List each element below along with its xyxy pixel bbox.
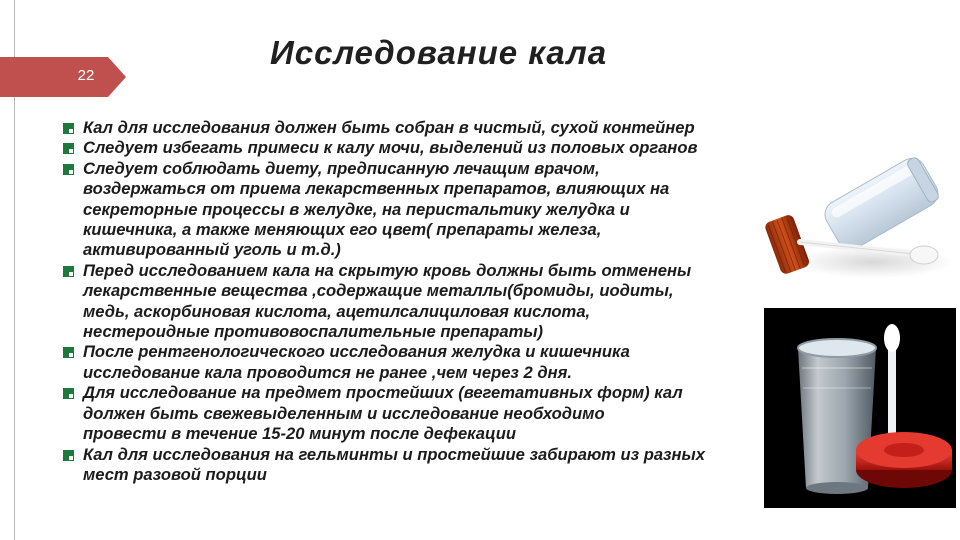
page-number: 22 (77, 67, 95, 84)
page-number-tab (0, 57, 126, 97)
bullet-item (63, 118, 763, 138)
bullet-text: Следует избегать примеси к калу мочи, выделений из половых органов (83, 138, 698, 158)
specimen-container-image-2 (764, 308, 956, 508)
specimen-container-photo-1 (764, 112, 956, 305)
bullet-text: Для исследование на предмет простейших (вегетативных форм) кал должен быть свежевыделенным и исследование необходимо провести в течение 15-20 минут после дефекации (83, 383, 683, 444)
bullet-item (63, 261, 763, 343)
bullet-text: Перед исследованием кала на скрытую кровь должны быть отменены лекарственные вещества ,содержащие металлы(бромиды, иодиты, медь, аскорбиновая кислота, ацетилсалициловая кислота, нестероидные противовоспалительные препараты) (83, 260, 692, 342)
checkbox-bullet-icon (63, 123, 74, 134)
checkbox-bullet-icon (63, 450, 74, 461)
bullet-item (63, 342, 763, 383)
specimen-container-image-1 (764, 112, 956, 305)
checkbox-bullet-icon (63, 388, 74, 399)
checkbox-bullet-icon (63, 347, 74, 358)
checkbox-bullet-icon (63, 164, 74, 175)
specimen-container-photo-2 (764, 308, 956, 508)
bullet-text: Кал для исследования на гельминты и простейшие забирают из разных мест разовой порции (83, 444, 705, 484)
checkbox-bullet-icon (63, 266, 74, 277)
bullet-item (63, 383, 763, 444)
bullet-list (63, 118, 763, 485)
bullet-text: Кал для исследования должен быть собран в чистый, сухой контейнер (83, 118, 695, 137)
bullet-item (63, 445, 763, 486)
bullet-text: Следует соблюдать диету, предписанную лечащим врачом, воздержаться от приема лекарственных препаратов, влияющих на секреторные процессы в желудке, на перистальтику желудка и кишечника, а также меняющих его цвет( препараты железа, активированный уголь и т.д.) (83, 158, 670, 260)
checkbox-bullet-icon (63, 143, 74, 154)
bullet-item (63, 159, 763, 261)
bullet-text: После рентгенологического исследования желудка и кишечника исследование кала проводится не ранее ,чем через 2 дня. (83, 342, 630, 382)
slide-title: Исследование кала (270, 34, 608, 71)
bullet-item (63, 138, 763, 158)
